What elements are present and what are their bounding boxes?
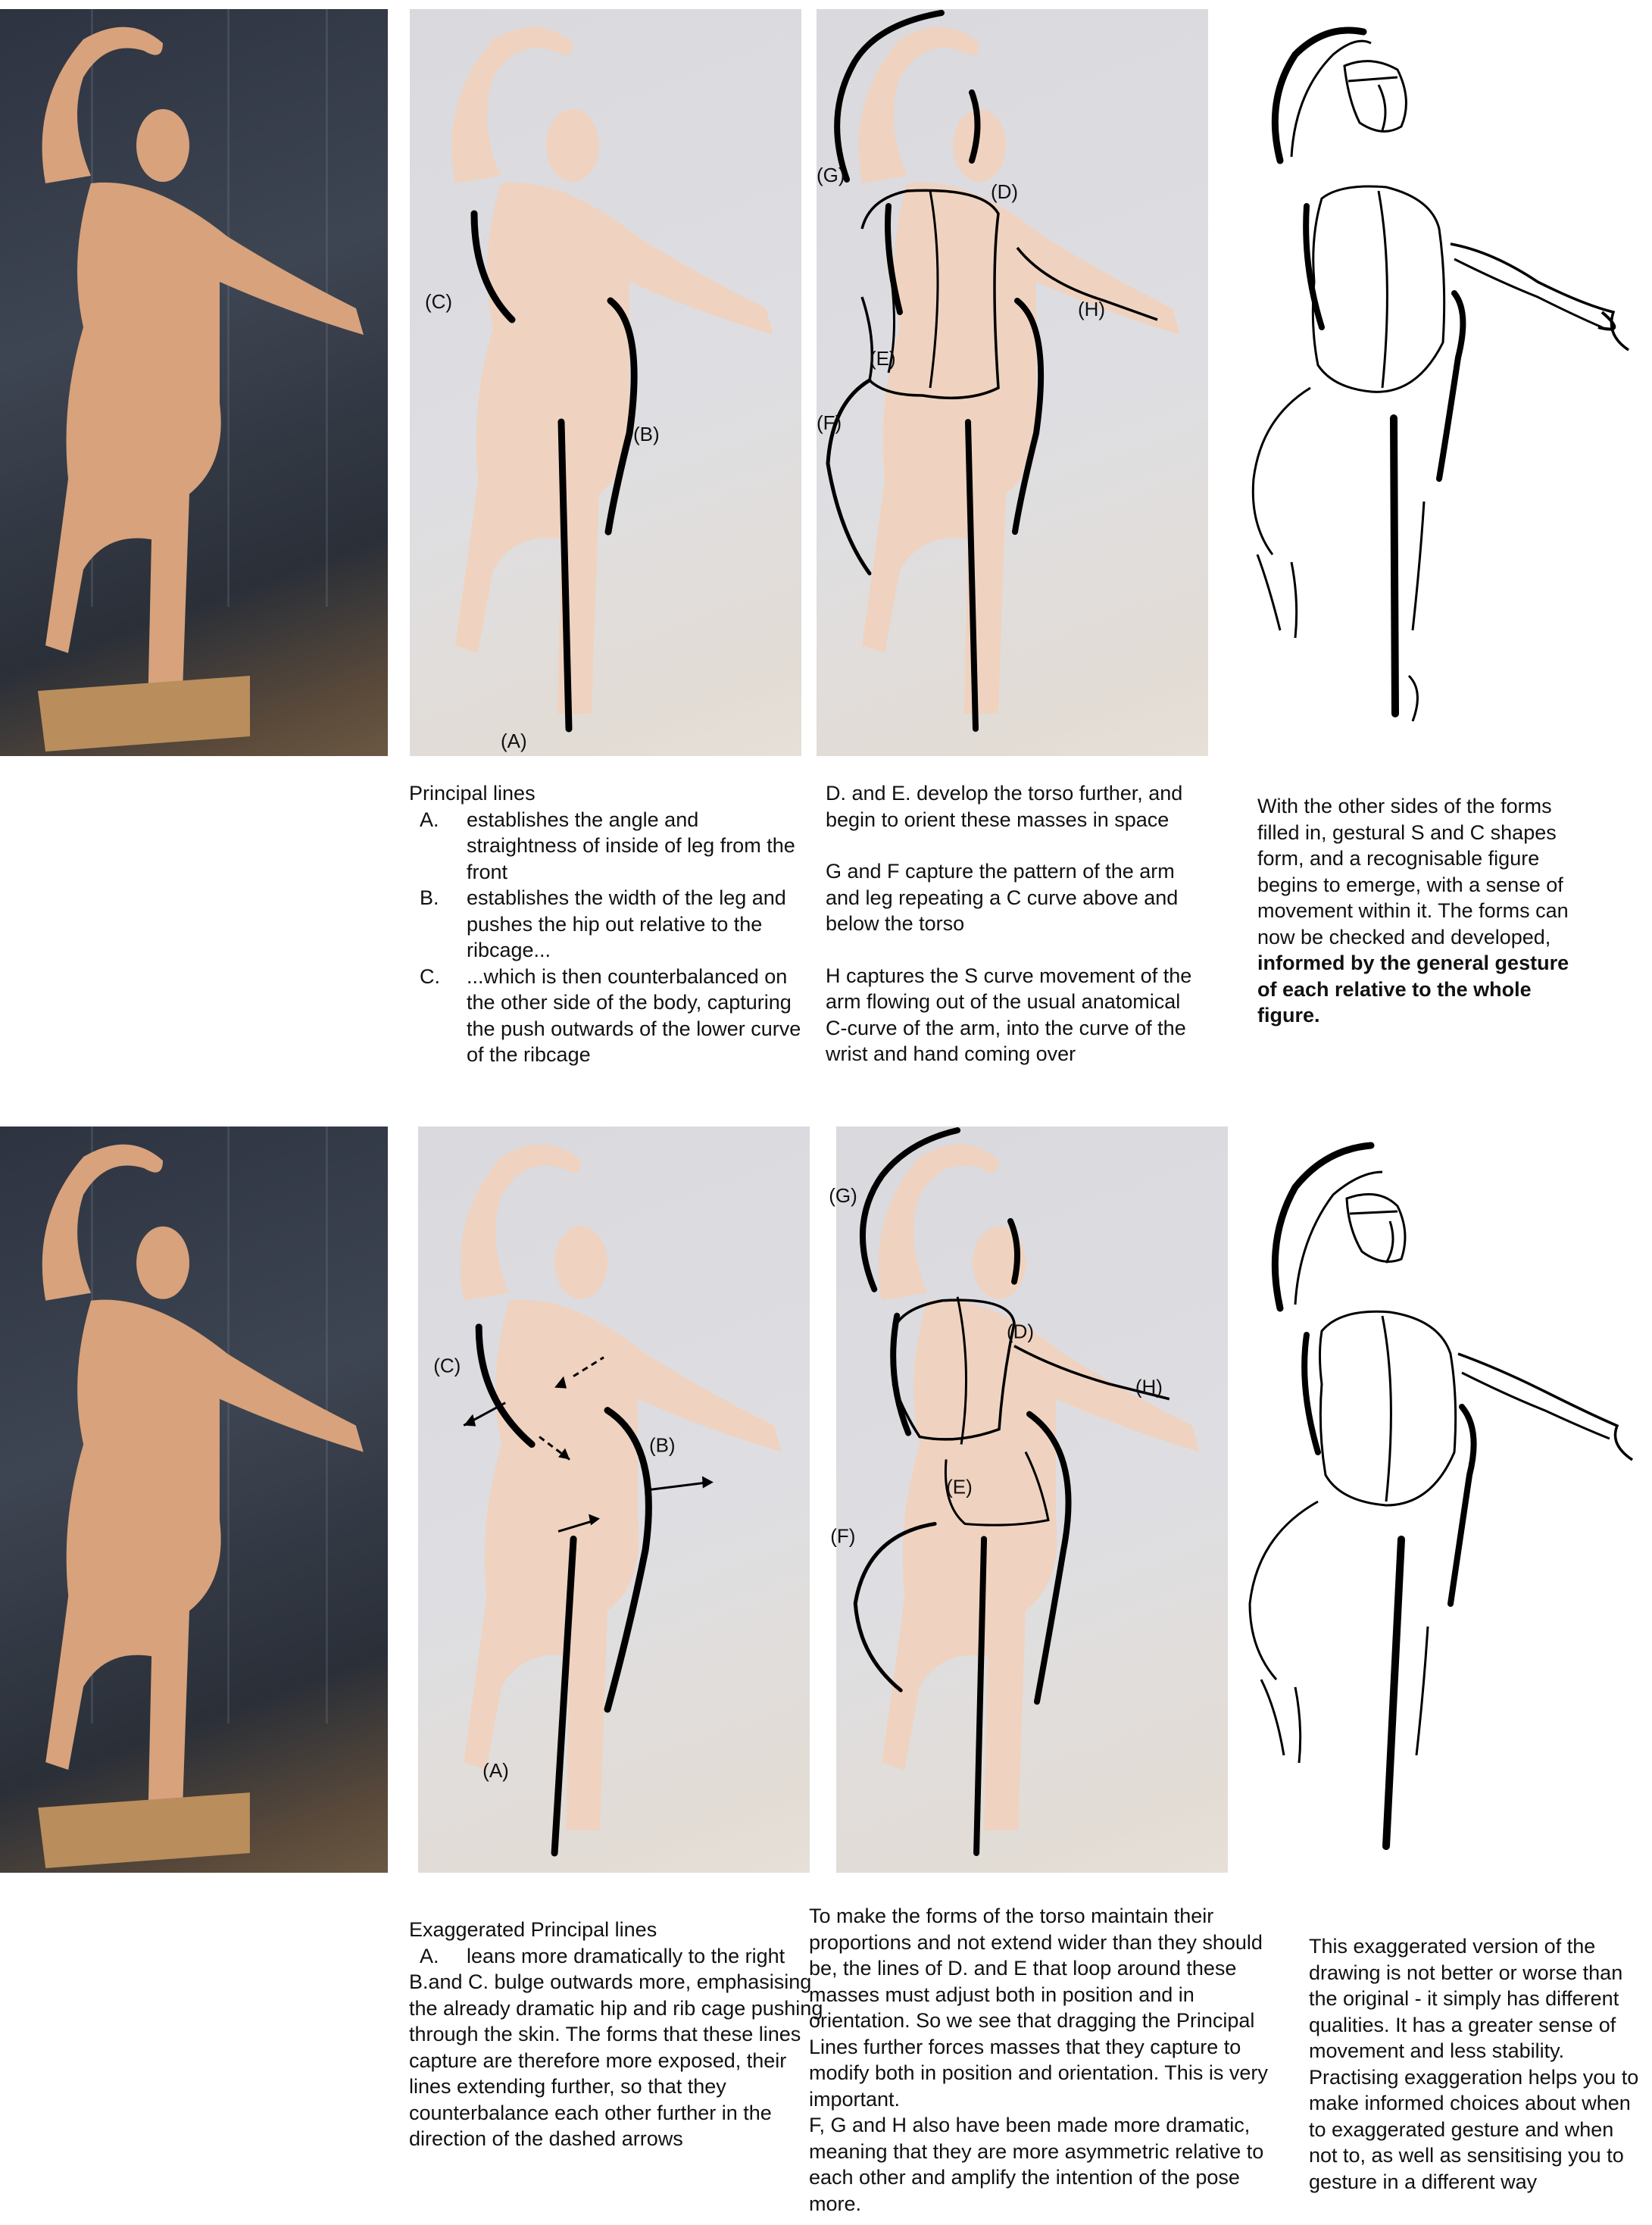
label-b: (B) bbox=[633, 423, 660, 445]
exaggerated-title-bottom: Exaggerated Principal lines bbox=[409, 1918, 657, 1941]
label-e: (E) bbox=[946, 1475, 973, 1498]
label-b: (B) bbox=[648, 1433, 676, 1457]
label-d: (D) bbox=[991, 180, 1019, 203]
label-a: (A) bbox=[501, 730, 527, 752]
gesture-drawing-svg-top bbox=[1219, 9, 1652, 756]
label-g: (G) bbox=[829, 1183, 857, 1207]
figure-photo-bottom bbox=[0, 1127, 388, 1873]
paragraph: D. and E. develop the torso further, and begin to orient these masses in space bbox=[826, 782, 1183, 831]
label-f: (F) bbox=[830, 1524, 856, 1548]
developed-lines-panel-top bbox=[817, 9, 1208, 756]
exaggerated-lines-panel-bottom bbox=[418, 1127, 810, 1873]
developed-lines-diagram-top bbox=[817, 9, 1208, 756]
label-c: (C) bbox=[425, 290, 453, 313]
principal-lines-diagram-top bbox=[410, 9, 801, 756]
label-e: (E) bbox=[870, 347, 896, 370]
reference-photo-top bbox=[0, 9, 388, 756]
label-d: (D) bbox=[1007, 1320, 1035, 1343]
figure-photo-top bbox=[0, 9, 388, 756]
list-item: A. establishes the angle and straightness of inside of leg from the front bbox=[420, 808, 795, 883]
paragraph: This exaggerated version of the drawing is not better or worse than the original - it simply has different qualities. It has a greater sense of movement and less stability. Practising exaggeration helps you to make informed choices about when to exaggerated gesture and when not to, as well as sensitising you to gesture in a different way bbox=[1309, 1935, 1639, 2193]
label-c: (C) bbox=[433, 1354, 461, 1377]
paragraph: H captures the S curve movement of the arm flowing out of the usual anatomical C-curve of the arm, into the curve of the wrist and hand coming over bbox=[826, 964, 1192, 1065]
label-g: (G) bbox=[817, 164, 845, 186]
list-item: B. establishes the width of the leg and pushes the hip out relative to the ribcage... bbox=[420, 886, 786, 961]
exaggeration-text-bottom bbox=[1309, 1933, 1642, 2195]
paragraph: B.and C. bulge outwards more, emphasising the already dramatic hip and rib cage pushing through the skin. The forms that these lines capture are therefore more exposed, their lines extending further, so that they counterbalance each other further in the direction of the dashed arrows bbox=[409, 1970, 823, 2150]
label-h: (H) bbox=[1135, 1375, 1163, 1398]
label-h: (H) bbox=[1078, 298, 1106, 320]
principal-lines-text-top bbox=[409, 780, 803, 1068]
exaggerated-text-bottom bbox=[409, 1917, 829, 2152]
reference-photo-bottom bbox=[0, 1127, 388, 1873]
line-f bbox=[828, 380, 870, 573]
paragraph: G and F capture the pattern of the arm and leg repeating a C curve above and below the torso bbox=[826, 860, 1179, 935]
principal-lines-panel-top bbox=[410, 9, 801, 756]
exaggerated-developed-diagram-bottom bbox=[829, 1127, 1228, 1873]
gesture-drawing-svg-bottom bbox=[1235, 1127, 1652, 1873]
exaggerated-lines-diagram-bottom bbox=[418, 1127, 810, 1873]
paragraph: F, G and H also have been made more dramatic, meaning that they are more asymmetric relative to each other and amplify the intention of the pose more. bbox=[809, 2114, 1264, 2215]
gesture-drawing-top bbox=[1219, 9, 1652, 756]
principal-lines-title-top: Principal lines bbox=[409, 782, 536, 805]
gesture-drawing-bottom bbox=[1235, 1127, 1652, 1873]
paragraph: With the other sides of the forms filled in, gestural S and C shapes form, and a recognisable figure begins to emerge, with a sense of movement within it. The forms can now be checked and developed, informed by the general gesture of each relative to the whole figure. bbox=[1257, 795, 1569, 1027]
exaggerated-developed-panel-bottom bbox=[829, 1127, 1228, 1873]
label-f: (F) bbox=[817, 411, 842, 434]
development-text-top bbox=[826, 780, 1204, 1067]
paragraph: To make the forms of the torso maintain their proportions and not extend wider than they should be, the lines of D. and E that loop around these masses must adjust both in position and in orientation. So we see that dragging the Principal Lines further forces masses that they capture to modify both in position and orientation. This is very important. bbox=[809, 1905, 1268, 2111]
gesture-text-top bbox=[1257, 793, 1583, 1029]
torso-text-bottom bbox=[809, 1903, 1294, 2217]
list-item: A. leans more dramatically to the right bbox=[420, 1944, 785, 1967]
list-item: C. ...which is then counterbalanced on the other side of the body, capturing the push outwards of the lower curve of the ribcage bbox=[420, 964, 801, 1066]
label-a: (A) bbox=[482, 1759, 509, 1783]
